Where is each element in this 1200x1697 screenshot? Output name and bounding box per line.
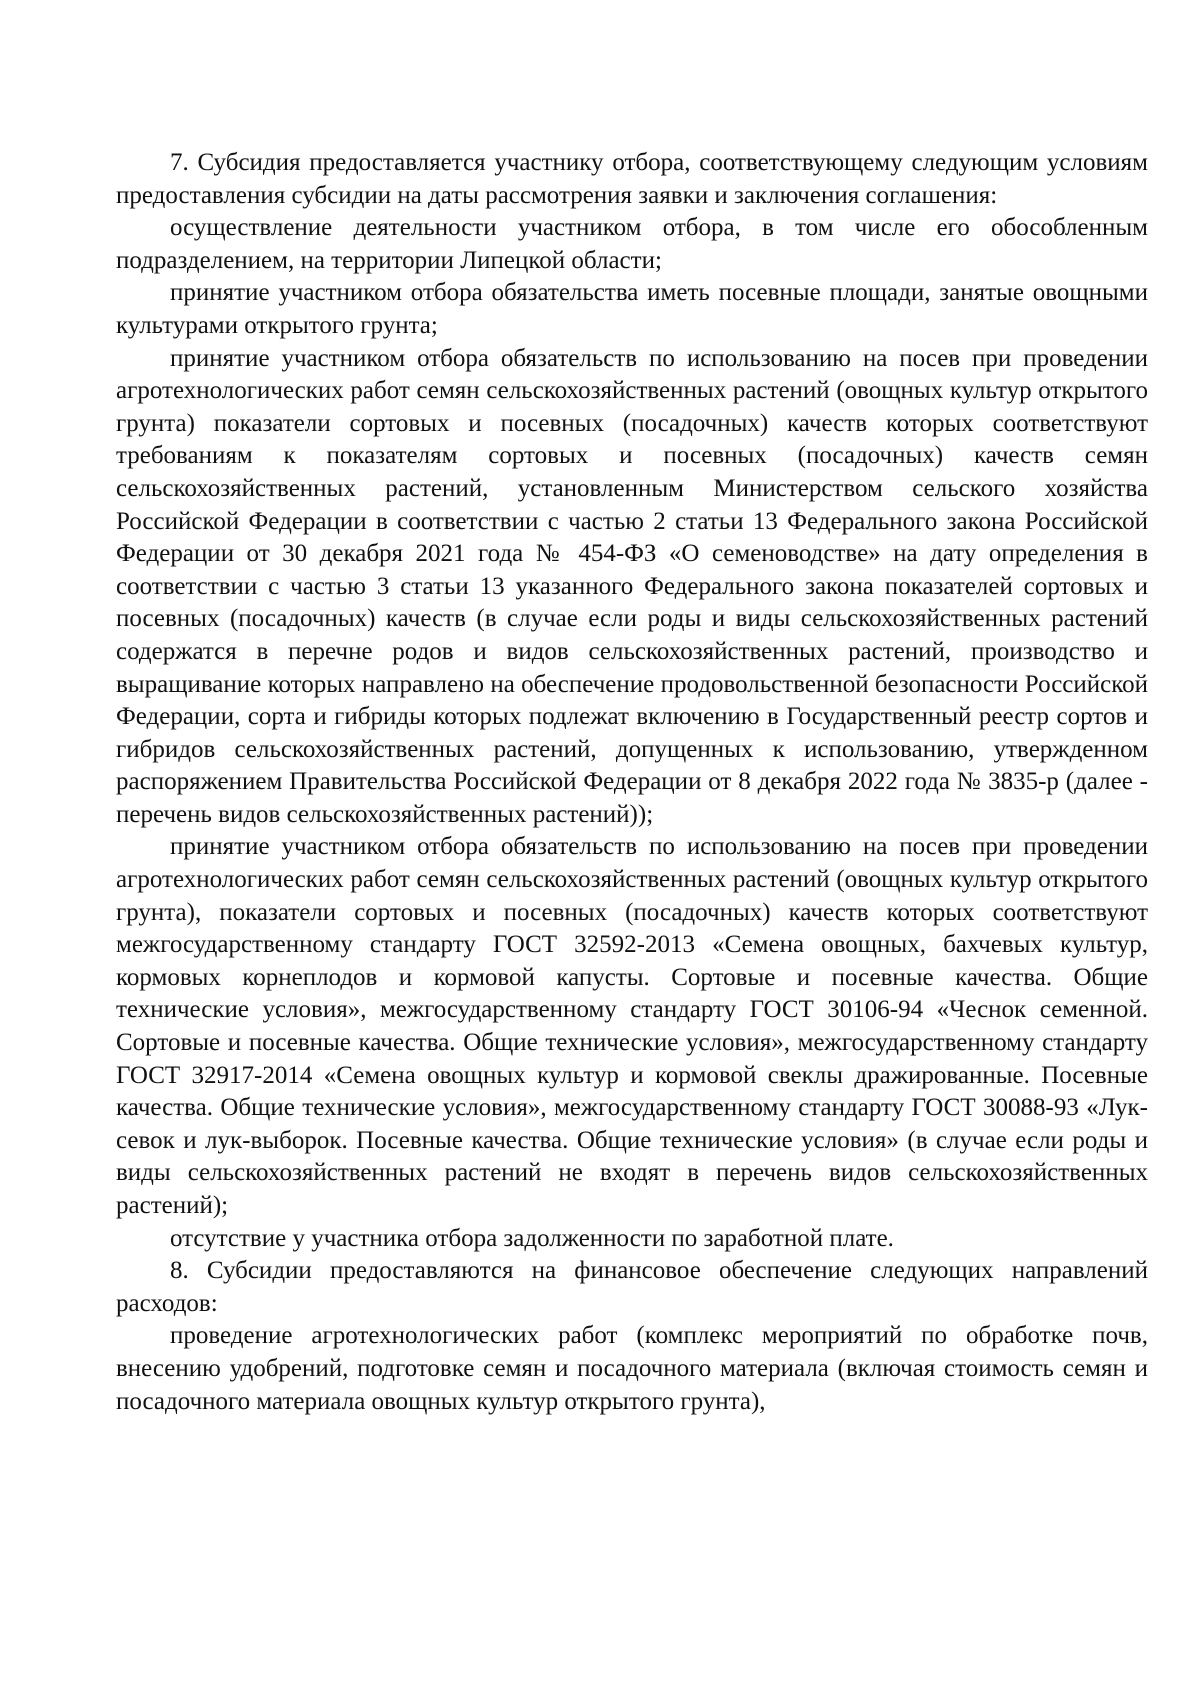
condition-activity-territory: осуществление деятельности участником отбора, в том числе его обособленным подразделением, на территории Липецкой области; xyxy=(116,214,1148,274)
condition-no-wage-arrears: отсутствие у участника отбора задолженности по заработной плате. xyxy=(170,1224,894,1252)
paragraph-7-subsidy-conditions: 7. Субсидия предоставляется участнику отбора, соответствующему следующим условиям предоставления субсидии на даты рассмотрения заявки и заключения соглашения: xyxy=(116,149,1148,209)
condition-sown-areas: принятие участником отбора обязательства иметь посевные площади, занятые овощными культурами открытого грунта; xyxy=(116,279,1148,339)
paragraph-8-expense-directions: 8. Субсидии предоставляются на финансовое обеспечение следующих направлений расходов: xyxy=(116,1257,1148,1317)
document-body xyxy=(116,147,1148,1418)
condition-seed-quality-requirements: принятие участником отбора обязательств по использованию на посев при проведении агротехнологических работ семян сельскохозяйственных растений (овощных культур открытого грунта) показатели сортовых и посевных (посадочных) качеств которых соответствуют требованиям к показателям сортовых и посевных (посадочных) качеств семян сельскохозяйственных растений, установленным Министерством сельского хозяйства Российской Федерации в соответствии с частью 2 статьи 13 Федерального закона Российской Федерации от 30 декабря 2021 года № 454-ФЗ «О семеноводстве» на дату определения в соответствии с частью 3 статьи 13 указанного Федерального закона показателей сортовых и посевных (посадочных) качеств (в случае если роды и виды сельскохозяйственных растений содержатся в перечне родов и видов сельскохозяйственных растений, производство и выращивание которых направлено на обеспечение продовольственной безопасности Российской Федерации, сорта и гибриды которых подлежат включению в Государственный реестр сортов и гибридов сельскохозяйственных растений, допущенных к использованию, утвержденном распоряжением Правительства Российской Федерации от 8 декабря 2022 года № 3835-р (далее - перечень видов сельскохозяйственных растений)); xyxy=(116,344,1148,828)
expense-agrotechnological-works: проведение агротехнологических работ (комплекс мероприятий по обработке почв, внесению удобрений, подготовке семян и посадочного материала (включая стоимость семян и посадочного материала овощных культур открытого грунта), xyxy=(116,1322,1148,1415)
condition-gost-standards: принятие участником отбора обязательств по использованию на посев при проведении агротехнологических работ семян сельскохозяйственных растений (овощных культур открытого грунта), показатели сортовых и посевных (посадочных) качеств которых соответствуют межгосударственному стандарту ГОСТ 32592-2013 «Семена овощных, бахчевых культур, кормовых корнеплодов и кормовой капусты. Сортовые и посевные качества. Общие технические условия», межгосударственному стандарту ГОСТ 30106-94 «Чеснок семенной. Сортовые и посевные качества. Общие технические условия», межгосударственному стандарту ГОСТ 32917-2014 «Семена овощных культур и кормовой свеклы дражированные. Посевные качества. Общие технические условия», межгосударственному стандарту ГОСТ 30088-93 «Лук-севок и лук-выборок. Посевные качества. Общие технические условия» (в случае если роды и виды сельскохозяйственных растений не входят в перечень видов сельскохозяйственных растений); xyxy=(116,833,1148,1219)
